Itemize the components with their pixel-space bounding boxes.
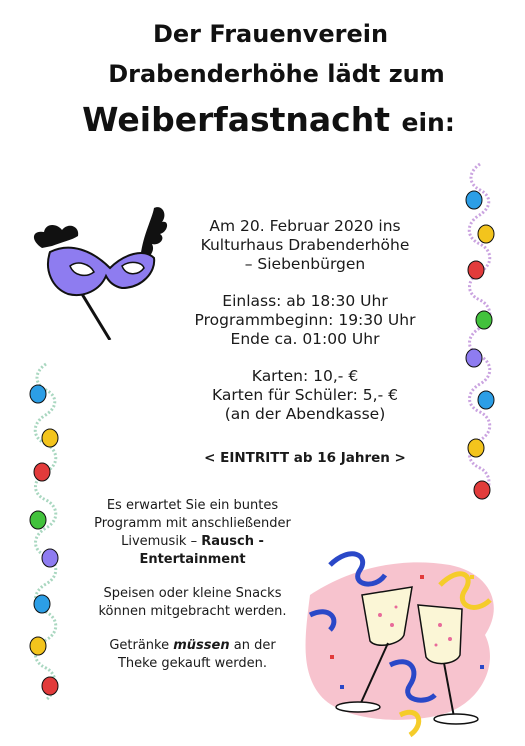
info-p3-suffix: an der: [229, 638, 276, 653]
info-p2-line2: können mitgebracht werden.: [98, 604, 287, 619]
bead-garland-icon: [24, 360, 74, 710]
info-p3-prefix: Getränke: [109, 638, 174, 653]
heading-ein: ein:: [401, 108, 455, 137]
event-region: – Siebenbürgen: [244, 255, 366, 273]
ticket-price-students: Karten für Schüler: 5,- €: [212, 386, 398, 404]
info-p3-line2: Theke gekauft werden.: [117, 656, 268, 671]
entry-age-notice: < EINTRITT ab 16 Jahren >: [204, 450, 406, 466]
band-name-part1: Rausch -: [201, 534, 264, 549]
event-details: [180, 217, 430, 424]
event-ende: Ende ca. 01:00 Uhr: [230, 330, 380, 348]
info-p2-line1: Speisen oder kleine Snacks: [103, 586, 282, 601]
heading-line-3: [6, 100, 525, 139]
heading-main-title: Weiberfastnacht: [82, 100, 390, 139]
event-programmbeginn: Programmbeginn: 19:30 Uhr: [194, 311, 416, 329]
champagne-glasses-icon: [300, 545, 510, 740]
info-p3-line1: [70, 637, 315, 655]
heading-line-2: Drabenderhöhe lädt zum: [108, 60, 445, 88]
info-p1-line1: Es erwartet Sie ein buntes: [106, 498, 279, 513]
info-text: [70, 497, 315, 673]
event-date: Am 20. Februar 2020 ins: [209, 217, 401, 235]
info-p3-emphasis: müssen: [173, 638, 230, 653]
info-p1-line3: [70, 533, 315, 551]
bead-garland-icon: [458, 160, 508, 510]
band-name-part2: Entertainment: [139, 552, 246, 567]
event-venue: Kulturhaus Drabenderhöhe: [200, 236, 410, 254]
info-p1-line2: Programm mit anschließender: [94, 516, 291, 531]
info-p1-line3-prefix: Livemusik –: [121, 534, 202, 549]
ticket-price: Karten: 10,- €: [251, 367, 359, 385]
ticket-box-office: (an der Abendkasse): [224, 405, 386, 423]
carnival-mask-icon: [22, 200, 172, 340]
heading-line-1: Der Frauenverein: [152, 20, 389, 48]
event-einlass: Einlass: ab 18:30 Uhr: [222, 292, 388, 310]
